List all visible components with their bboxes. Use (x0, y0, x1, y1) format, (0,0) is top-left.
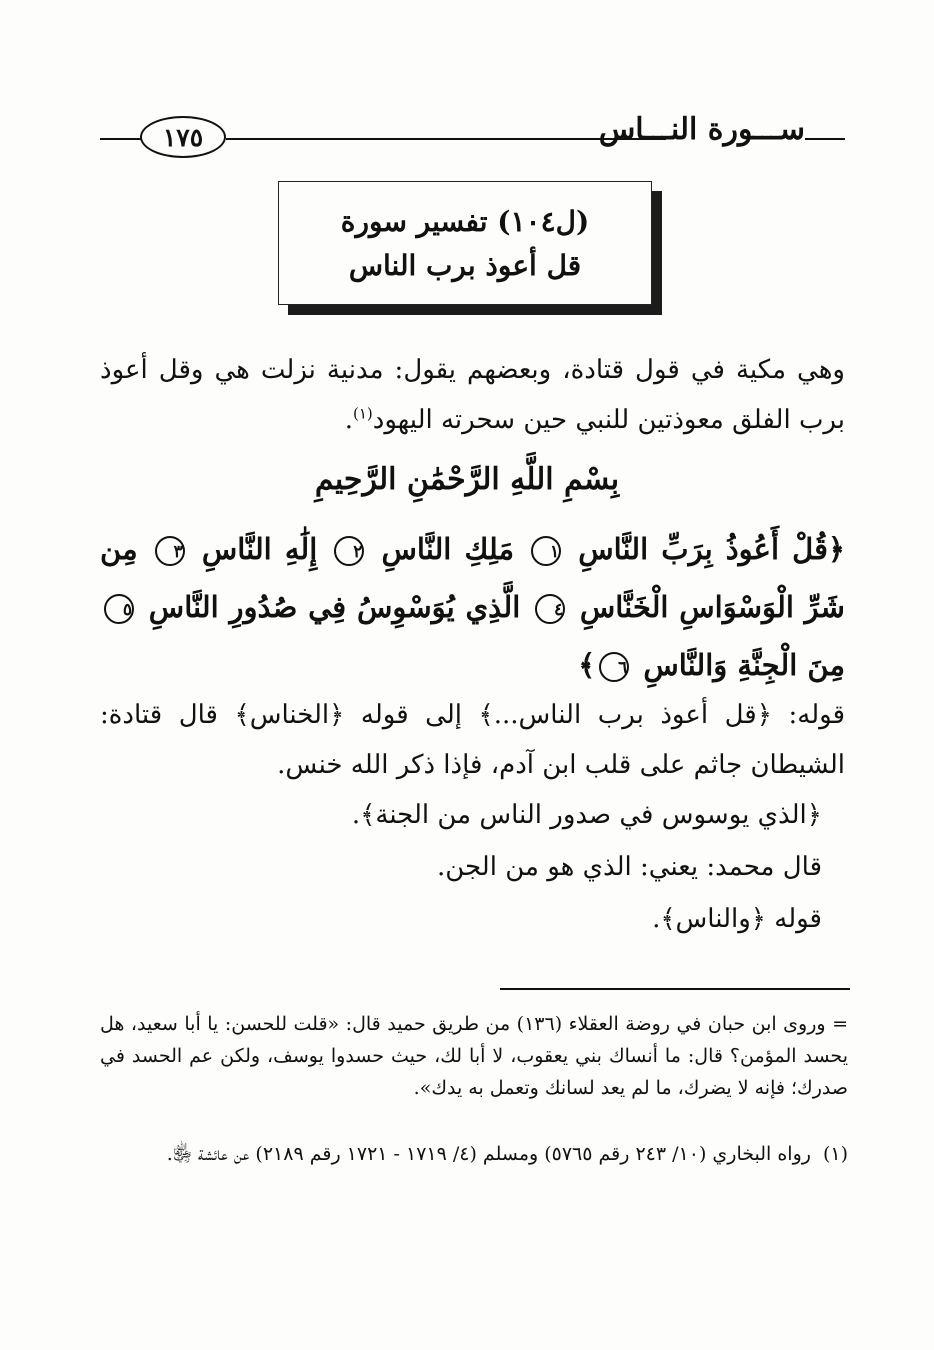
intro-text: وهي مكية في قول قتادة، وبعضهم يقول: مدنية نزلت هي وقل أعوذ برب الفلق معوذتين للنبي حين سحرته اليهود (100, 355, 845, 435)
intro-end: . (344, 405, 353, 435)
ayah-number-mark: ١ (531, 536, 561, 566)
ornate-bracket-close: ﴾ (578, 648, 596, 682)
muhammad-comment-line: قال محمد: يعني: الذي هو من الجن. (436, 852, 822, 882)
ayah-number-mark: ٥ (104, 594, 134, 624)
qawluh-line: قوله ﴿والناس﴾. (652, 904, 822, 934)
footnote-1 (100, 1138, 848, 1170)
verse-text: قُلْ أَعُوذُ بِرَبِّ النَّاسِ (578, 532, 828, 566)
running-header (100, 108, 845, 164)
footnote-ref-1: (١) (352, 404, 373, 423)
verse-text: الَّذِي يُوَسْوِسُ فِي صُدُورِ النَّاسِ (148, 590, 521, 624)
verse-text: مِن شَرِّ الْوَسْوَاسِ الْخَنَّاسِ (100, 532, 845, 624)
intro-paragraph (100, 345, 845, 445)
footnote-1-text: رواه البخاري (١٠/ ٢٤٣ رقم ٥٧٦٥) ومسلم (٤/ ١٧١٩ - ١٧٢١ رقم ٢١٨٩) عن عائشة ﵂. (166, 1143, 811, 1165)
ayah-number-mark: ٦ (599, 652, 629, 682)
ayah-number-mark: ٣ (155, 536, 185, 566)
page-number-oval (140, 116, 226, 158)
chapter-title-box (278, 181, 652, 305)
ornate-bracket-open: ﴿ (827, 532, 845, 566)
commentary-paragraph: قوله: ﴿قل أعوذ برب الناس...﴾ إلى قوله ﴿الخناس﴾ قال قتادة: الشيطان جاثم على قلب ابن آدم، فإذا ذكر الله خنس. (100, 700, 845, 780)
footnote-continuation: = وروى ابن حبان في روضة العقلاء (١٣٦) من طريق حميد قال: «قلت للحسن: يا أبا سعيد، هل يحسد المؤمن؟ قال: ما أنساك بني يعقوب، لا أبا لك، حيث حسدوا يوسف، ولكن عم الحسد في صدرك؛ فإنه لا يضرك، ما لم يعد لسانك وتعمل به يدك». (100, 1013, 848, 1099)
chapter-title-line-2: قل أعوذ برب الناس (348, 249, 582, 282)
verse-text: مَلِكِ النَّاسِ (381, 532, 515, 566)
footnote-separator (500, 988, 850, 990)
verse-text: إِلَٰهِ النَّاسِ (201, 532, 318, 566)
ayah-number-mark: ٢ (334, 536, 364, 566)
verse-text: مِنَ الْجِنَّةِ وَالنَّاسِ (643, 648, 845, 682)
chapter-title-line-1: (ل١٠٤) تفسير سورة (340, 205, 590, 238)
header-rule-left (100, 138, 142, 140)
quran-verses (100, 520, 845, 694)
ayah-number-mark: ٤ (535, 594, 565, 624)
surah-header-title: ســـورة النـــاس (598, 112, 805, 147)
verse-quote-line: ﴿الذي يوسوس في صدور الناس من الجنة﴾. (351, 800, 822, 830)
page-number: ١٧٥ (162, 122, 204, 152)
basmala: بِسْمِ اللَّهِ الرَّحْمَٰنِ الرَّحِيمِ (314, 462, 620, 497)
header-rule-right (805, 138, 845, 140)
footnote-1-number: (١) (822, 1143, 848, 1165)
